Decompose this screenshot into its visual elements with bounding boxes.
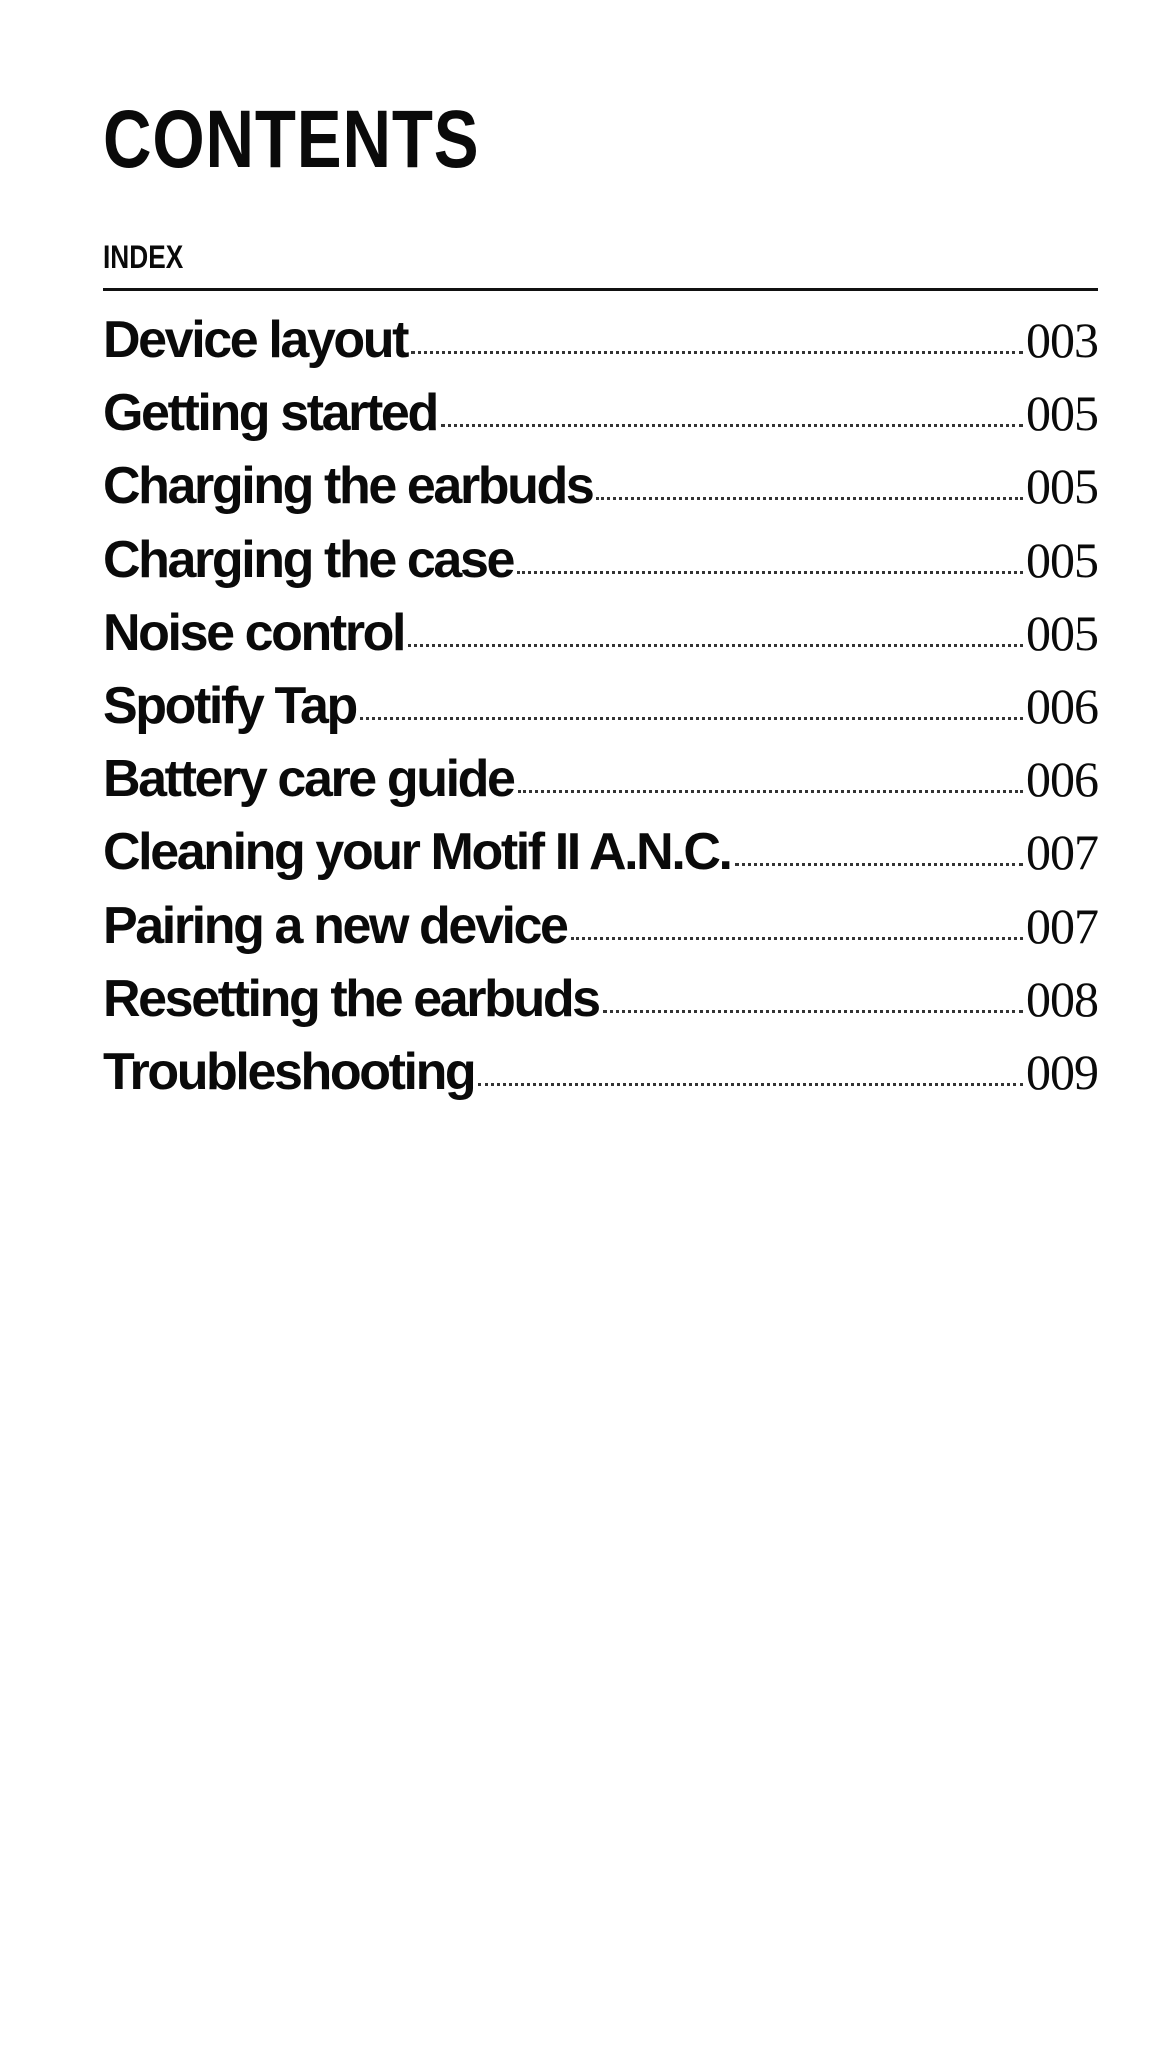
dot-leader (411, 351, 1023, 354)
toc-entry-label: Resetting the earbuds (103, 969, 599, 1028)
section-label-index: INDEX (103, 239, 184, 275)
toc-entry-label: Charging the earbuds (103, 457, 593, 516)
dot-leader (478, 1083, 1023, 1086)
toc-entry-label: Troubleshooting (103, 1042, 475, 1101)
toc-entry-battery-care-guide[interactable] (103, 747, 1098, 820)
toc-entry-spotify-tap[interactable] (103, 674, 1098, 747)
toc-entry-page-number: 003 (1026, 312, 1098, 368)
toc-entry-page-number: 005 (1026, 531, 1098, 588)
dot-leader (518, 790, 1023, 793)
toc-entry-noise-control[interactable] (103, 601, 1098, 674)
toc-entry-charging-the-earbuds[interactable] (103, 454, 1098, 527)
dot-leader (441, 424, 1023, 427)
header-divider (103, 288, 1098, 291)
dot-leader (360, 717, 1023, 720)
toc-entry-troubleshooting[interactable] (103, 1040, 1098, 1113)
toc-entry-getting-started[interactable] (103, 381, 1098, 454)
dot-leader (735, 863, 1023, 866)
toc-entry-label: Noise control (103, 603, 405, 662)
toc-entry-label: Cleaning your Motif II A.N.C. (103, 823, 731, 882)
toc-entry-page-number: 007 (1026, 824, 1098, 881)
dot-leader (603, 1010, 1023, 1013)
toc-entry-resetting-the-earbuds[interactable] (103, 967, 1098, 1040)
toc-entry-page-number: 005 (1026, 458, 1098, 515)
dot-leader (571, 937, 1023, 940)
table-of-contents (103, 308, 1098, 1113)
toc-entry-pairing-a-new-device[interactable] (103, 894, 1098, 967)
toc-entry-page-number: 005 (1026, 604, 1098, 661)
dot-leader (517, 571, 1023, 574)
toc-entry-page-number: 006 (1026, 751, 1098, 808)
toc-entry-label: Getting started (103, 384, 437, 443)
toc-entry-label: Device layout (103, 311, 408, 369)
toc-entry-device-layout[interactable] (103, 308, 1098, 381)
toc-entry-page-number: 006 (1026, 677, 1098, 734)
toc-entry-cleaning[interactable] (103, 820, 1098, 893)
toc-entry-label: Spotify Tap (103, 676, 356, 735)
toc-entry-label: Pairing a new device (103, 896, 567, 955)
toc-entry-label: Battery care guide (103, 750, 514, 809)
toc-entry-page-number: 005 (1026, 385, 1098, 442)
toc-entry-charging-the-case[interactable] (103, 528, 1098, 601)
page-title: CONTENTS (103, 94, 480, 185)
toc-entry-page-number: 008 (1026, 970, 1098, 1027)
dot-leader (596, 497, 1023, 500)
toc-entry-page-number: 009 (1026, 1043, 1098, 1100)
toc-entry-page-number: 007 (1026, 897, 1098, 954)
toc-entry-label: Charging the case (103, 530, 513, 589)
dot-leader (408, 644, 1023, 647)
